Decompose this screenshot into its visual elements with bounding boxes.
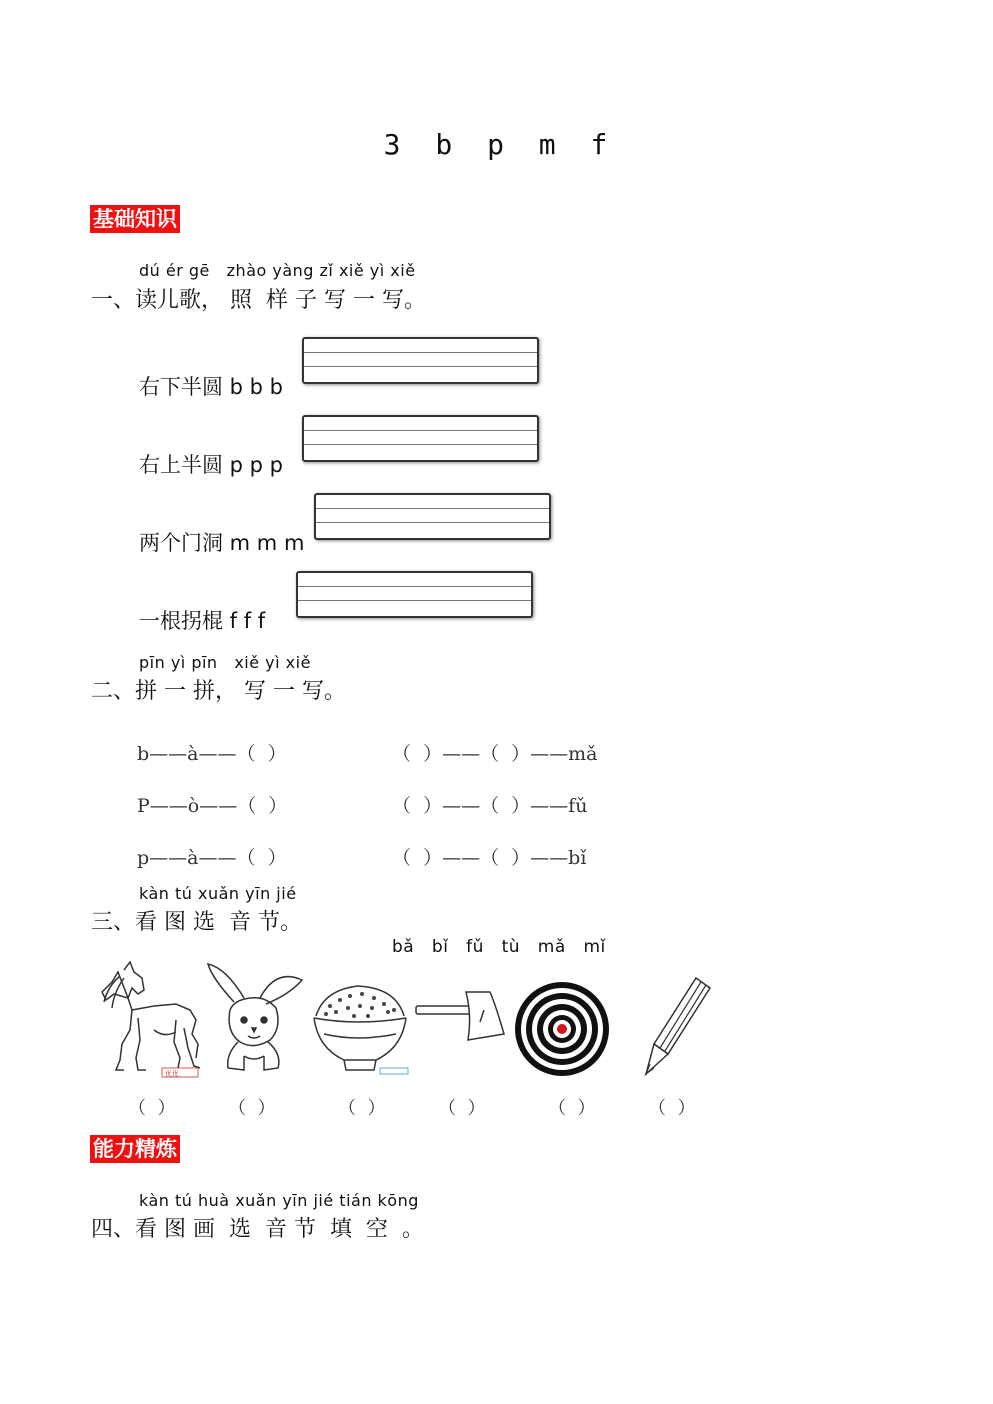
spell-line-right: （ ）——（ ）——mǎ — [392, 743, 598, 765]
answer-blank[interactable]: （ ） — [648, 1098, 696, 1119]
syllable-options: bǎ bǐ fǔ tù mǎ mǐ — [392, 937, 606, 957]
page-title: 3 b p m f — [383, 128, 610, 161]
axe-picture — [414, 986, 506, 1046]
q2-pinyin: pīn yì pīn xiě yì xiě — [139, 653, 311, 672]
watermark-text: 优优 — [165, 1070, 179, 1078]
q4-pinyin: kàn tú huà xuǎn yīn jié tián kōng — [139, 1191, 419, 1210]
q4-heading: 四、看 图 画 选 音 节 填 空 。 — [91, 1217, 424, 1242]
q1-row-label: 右下半圆 b b b — [139, 375, 284, 399]
spell-line-left: P——ò——（ ） — [137, 795, 288, 817]
q3-pinyin: kàn tú xuǎn yīn jié — [139, 884, 297, 903]
spell-line-left: p——à——（ ） — [137, 847, 287, 869]
spell-line-right: （ ）——（ ）——bǐ — [392, 847, 587, 869]
writing-box[interactable] — [296, 571, 533, 618]
q1-pinyin: dú ér gē zhào yàng zǐ xiě yì xiě — [139, 261, 416, 280]
section-badge-ability: 能力精炼 — [90, 1135, 180, 1163]
answer-blank[interactable]: （ ） — [438, 1098, 486, 1119]
writing-box[interactable] — [314, 493, 551, 540]
section-badge-basic: 基础知识 — [90, 205, 180, 233]
answer-blank[interactable]: （ ） — [128, 1098, 176, 1119]
q3-heading: 三、看 图 选 音 节。 — [91, 910, 302, 935]
answer-blank[interactable]: （ ） — [338, 1098, 386, 1119]
q2-heading: 二、拼 一 拼， 写 一 写。 — [91, 679, 346, 704]
horse-picture — [94, 958, 204, 1080]
rabbit-picture — [204, 958, 304, 1076]
answer-blank[interactable]: （ ） — [548, 1098, 596, 1119]
rice-bowl-picture — [308, 976, 412, 1076]
answer-blank[interactable]: （ ） — [228, 1098, 276, 1119]
q1-row-label: 两个门洞 m m m — [139, 531, 305, 555]
q1-row-label: 一根拐棍 f f f — [139, 609, 266, 633]
spell-line-left: b——à——（ ） — [137, 743, 287, 765]
target-picture — [513, 980, 611, 1078]
writing-box[interactable] — [302, 415, 539, 462]
writing-box[interactable] — [302, 337, 539, 384]
pencil-picture — [640, 974, 714, 1080]
spell-line-right: （ ）——（ ）——fǔ — [392, 795, 588, 817]
q1-row-label: 右上半圆 p p p — [139, 453, 284, 477]
q1-heading: 一、读儿歌， 照 样 子 写 一 写。 — [91, 288, 426, 313]
